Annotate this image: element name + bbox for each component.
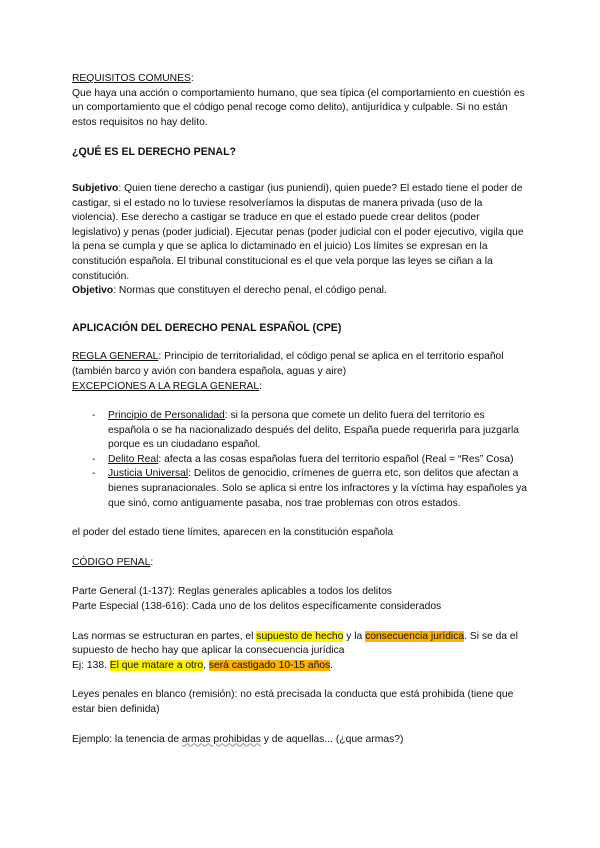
ejemplo-138 <box>72 659 528 674</box>
codigo-heading-line <box>72 556 528 571</box>
list-item <box>72 467 528 511</box>
list-item <box>72 453 528 468</box>
matare-highlight: El que matare a otro <box>109 659 204 671</box>
regla-general-paragraph <box>72 350 528 379</box>
excepciones-heading-line <box>72 380 528 395</box>
item-label: Principio de Personalidad <box>108 410 225 422</box>
document-page <box>72 72 528 747</box>
excepciones-heading: EXCEPCIONES A LA REGLA GENERAL <box>72 380 260 392</box>
excepciones-colon: : <box>259 380 263 392</box>
ej-period: . <box>330 659 334 671</box>
supuesto-highlight: supuesto de hecho <box>256 630 344 642</box>
parte-especial-text: Parte Especial (138-616): Cada uno de los delitos específicamente considerados <box>72 601 442 613</box>
codigo-colon: : <box>150 556 154 568</box>
armas-suffix: y de aquellas... (¿que armas?) <box>260 733 404 745</box>
list-item <box>72 409 528 453</box>
objetivo-paragraph <box>72 284 528 299</box>
ej-prefix: Ej: 138. <box>72 659 110 671</box>
objetivo-label: Objetivo <box>72 285 114 297</box>
consecuencia-highlight: consecuencia jurídica <box>365 630 465 642</box>
codigo-heading: CÓDIGO PENAL <box>72 556 151 568</box>
armas-prefix: Ejemplo: la tenencia de <box>72 733 182 745</box>
requisitos-colon: : <box>190 73 194 84</box>
subjetivo-paragraph <box>72 182 528 284</box>
item-text: : afecta a las cosas españolas fuera del territorio español (Real = “Res” Cosa) <box>158 453 514 465</box>
item-label: Delito Real <box>108 453 159 465</box>
poder-estado-text: el poder del estado tiene límites, aparecen en la constitución española <box>72 527 394 539</box>
requisitos-text: Que haya una acción o comportamiento humano, que sea típica (el comportamiento en cuestión es un comportamiento que el código penal recoge como delito), antijurídica y culpable. Si no están estos requisitos no hay delito. <box>72 87 525 128</box>
normas-paragraph <box>72 630 528 659</box>
requisitos-heading-line <box>72 72 528 87</box>
normas-text-3: . Si se da el supuesto de hecho hay que aplicar la consecuencia jurídica <box>72 630 518 657</box>
objetivo-text: : Normas que constituyen el derecho penal, el código penal. <box>113 285 387 297</box>
que-es-heading: ¿QUÉ ES EL DERECHO PENAL? <box>72 146 237 159</box>
item-text: : si la persona que comete un delito fuera del territorio es española o se ha nacionalizado después del delito, España puede requerirla para juzgarla porque es un ciudadano español. <box>108 410 520 451</box>
subjetivo-label: Subjetivo <box>72 182 119 194</box>
item-text: : Delitos de genocidio, crímenes de guerra etc, son delitos que afectan a bienes supranacionales. Solo se aplica si entre los infractores y la víctima hay españoles ya que sinó, como antiguamente pasaba, nos trae problemas con otros estados. <box>108 468 527 509</box>
normas-text-2: y la <box>343 630 366 642</box>
excepciones-list <box>72 409 528 511</box>
ej-comma: , <box>203 659 209 671</box>
normas-text-1: Las normas se estructuran en partes, el <box>72 630 257 642</box>
regla-general-label: REGLA GENERAL <box>72 351 159 363</box>
parte-general-text: Parte General (1-137): Reglas generales aplicables a todos los delitos <box>72 586 392 598</box>
leyes-blanco-text: Leyes penales en blanco (remisión): no está precisada la conducta que está prohibida (tiene que estar bien definida) <box>72 689 514 715</box>
subjetivo-text: : Quien tiene derecho a castigar (ius puniendi), quien puede? El estado tiene el poder de castigar, si el estado no lo tuviese resolveríamos la disputas de manera privada (uso de la violencia). Ese derecho a castigar se traduce en que el estado puede crear delitos (poder legislativo) y penas (poder judicial). Ejecutar penas (poder judicial con el poder ejecutivo, vigila que la pena se cumpla y que se aplica lo dictaminado en el juicio) Los límites se expresan en la constitución española. El tribunal constitucional es el que vela porque las leyes se ciñan a la constitución. <box>72 182 524 282</box>
castigado-highlight: será castigado 10-15 años <box>208 659 331 671</box>
armas-prohibidas-text: armas prohibidas <box>181 733 261 745</box>
item-label: Justicia Universal <box>108 468 189 480</box>
ejemplo-armas <box>72 733 528 748</box>
requisitos-heading: REQUISITOS COMUNES <box>72 73 191 84</box>
aplicacion-heading: APLICACIÓN DEL DERECHO PENAL ESPAÑOL (CPE) <box>72 321 342 334</box>
regla-general-text: : Principio de territorialidad, el código penal se aplica en el territorio español (también barco y avión con bandera española, aguas y aire) <box>72 351 504 377</box>
